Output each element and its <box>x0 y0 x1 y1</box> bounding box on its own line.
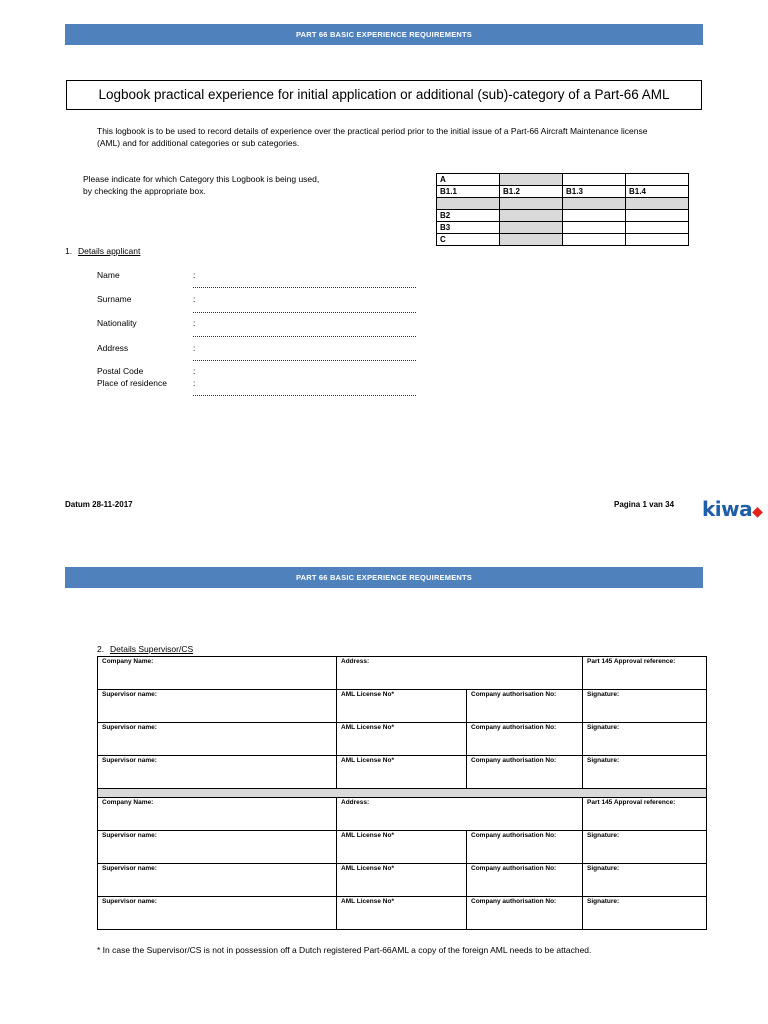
category-cell[interactable] <box>563 222 626 234</box>
company-auth-cell[interactable]: Company authorisation No: <box>467 864 583 897</box>
company-name-cell[interactable]: Company Name: <box>98 657 337 690</box>
section2-title: Details Supervisor/CS <box>110 644 194 654</box>
page-header-band: PART 66 BASIC EXPERIENCE REQUIREMENTS <box>65 24 703 45</box>
address-label: Address <box>97 343 129 353</box>
supervisor-name-cell[interactable]: Supervisor name: <box>98 864 337 897</box>
category-cell-b2[interactable]: B2 <box>437 210 500 222</box>
section1-title: Details applicant <box>78 246 141 256</box>
postal-residence-field[interactable] <box>193 394 416 396</box>
supervisor-name-cell[interactable]: Supervisor name: <box>98 723 337 756</box>
company-name-cell[interactable]: Company Name: <box>98 798 337 831</box>
signature-cell[interactable]: Signature: <box>583 831 707 864</box>
category-cell <box>500 174 563 186</box>
signature-cell[interactable]: Signature: <box>583 756 707 789</box>
colon: : <box>193 318 196 328</box>
indicate-text-line2: by checking the appropriate box. <box>83 186 206 196</box>
category-cell[interactable] <box>626 210 689 222</box>
aml-license-cell[interactable]: AML License No* <box>337 756 467 789</box>
section2-number: 2. <box>97 644 105 654</box>
company-auth-cell[interactable]: Company authorisation No: <box>467 690 583 723</box>
part145-cell[interactable]: Part 145 Approval reference: <box>583 798 707 831</box>
page-header-band: PART 66 BASIC EXPERIENCE REQUIREMENTS <box>65 567 703 588</box>
category-cell[interactable] <box>626 234 689 246</box>
aml-license-cell[interactable]: AML License No* <box>337 864 467 897</box>
category-cell <box>500 210 563 222</box>
category-cell-b1-2[interactable]: B1.2 <box>500 186 563 198</box>
intro-text-line2: (AML) and for additional categories or sub categories. <box>97 138 300 148</box>
category-cell[interactable] <box>563 210 626 222</box>
surname-label: Surname <box>97 294 132 304</box>
signature-cell[interactable]: Signature: <box>583 723 707 756</box>
supervisor-name-cell[interactable]: Supervisor name: <box>98 756 337 789</box>
address-cell[interactable]: Address: <box>337 657 583 690</box>
signature-cell[interactable]: Signature: <box>583 690 707 723</box>
company-auth-cell[interactable]: Company authorisation No: <box>467 897 583 930</box>
section1-number: 1. <box>65 246 73 256</box>
name-field[interactable] <box>193 286 416 288</box>
company-auth-cell[interactable]: Company authorisation No: <box>467 723 583 756</box>
signature-cell[interactable]: Signature: <box>583 864 707 897</box>
category-cell <box>500 234 563 246</box>
footnote: * In case the Supervisor/CS is not in possession off a Dutch registered Part-66AML a copy of the foreign AML needs to be attached. <box>97 945 592 955</box>
aml-license-cell[interactable]: AML License No* <box>337 831 467 864</box>
footer-page-number: Pagina 1 van 34 <box>614 500 675 509</box>
aml-license-cell[interactable]: AML License No* <box>337 897 467 930</box>
colon: : <box>193 378 196 388</box>
category-cell <box>437 198 500 210</box>
name-label: Name <box>97 270 120 280</box>
signature-cell[interactable]: Signature: <box>583 897 707 930</box>
document-title: Logbook practical experience for initial application or additional (sub)-category of a Part-66 AML <box>66 80 702 110</box>
colon: : <box>193 366 196 376</box>
category-cell[interactable] <box>563 234 626 246</box>
category-cell[interactable] <box>626 222 689 234</box>
logo-text: kiwa <box>702 497 753 521</box>
category-cell <box>626 198 689 210</box>
surname-field[interactable] <box>193 311 416 313</box>
category-cell[interactable] <box>563 174 626 186</box>
category-cell-c[interactable]: C <box>437 234 500 246</box>
kiwa-logo <box>702 497 762 521</box>
postal-code-label: Postal Code <box>97 366 144 376</box>
colon: : <box>193 270 196 280</box>
address-cell[interactable]: Address: <box>337 798 583 831</box>
supervisor-name-cell[interactable]: Supervisor name: <box>98 897 337 930</box>
intro-text-line1: This logbook is to be used to record details of experience over the practical period prior to the initial issue of a Part-66 Aircraft Maintenance license <box>97 126 648 136</box>
category-cell <box>500 198 563 210</box>
indicate-text-line1: Please indicate for which Category this Logbook is being used, <box>83 174 320 184</box>
table-spacer-row <box>98 789 707 798</box>
company-auth-cell[interactable]: Company authorisation No: <box>467 756 583 789</box>
logo-accent-icon: ◆ <box>752 504 763 520</box>
colon: : <box>193 343 196 353</box>
nationality-field[interactable] <box>193 335 416 337</box>
category-cell-b1-3[interactable]: B1.3 <box>563 186 626 198</box>
company-auth-cell[interactable]: Company authorisation No: <box>467 831 583 864</box>
supervisor-name-cell[interactable]: Supervisor name: <box>98 690 337 723</box>
category-cell <box>563 198 626 210</box>
category-checkbox-table <box>436 173 689 246</box>
supervisor-table <box>97 656 707 930</box>
part145-cell[interactable]: Part 145 Approval reference: <box>583 657 707 690</box>
aml-license-cell[interactable]: AML License No* <box>337 690 467 723</box>
category-cell-b1-4[interactable]: B1.4 <box>626 186 689 198</box>
category-cell-b3[interactable]: B3 <box>437 222 500 234</box>
category-cell-a[interactable]: A <box>437 174 500 186</box>
supervisor-name-cell[interactable]: Supervisor name: <box>98 831 337 864</box>
nationality-label: Nationality <box>97 318 137 328</box>
category-cell-b1-1[interactable]: B1.1 <box>437 186 500 198</box>
aml-license-cell[interactable]: AML License No* <box>337 723 467 756</box>
category-cell[interactable] <box>626 174 689 186</box>
colon: : <box>193 294 196 304</box>
footer-date: Datum 28-11-2017 <box>65 500 133 509</box>
address-field[interactable] <box>193 359 416 361</box>
category-cell <box>500 222 563 234</box>
place-of-residence-label: Place of residence <box>97 378 167 388</box>
